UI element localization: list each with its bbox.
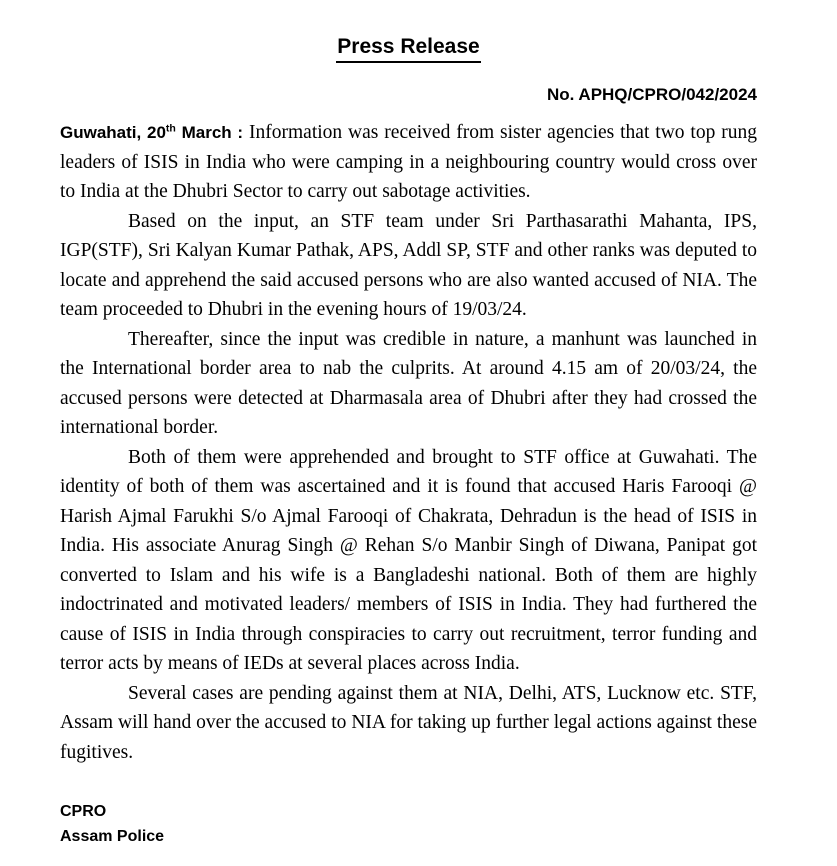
dateline-city-date: Guwahati, 20: [60, 123, 166, 142]
paragraph-stf-team: Based on the input, an STF team under Sri Parthasarathi Mahanta, IPS, IGP(STF), Sri Kalyan Kumar Pathak, APS, Addl SP, STF and other ranks was deputed to locate and apprehend the said accused persons who are also wanted accused of NIA. The team proceeded to Dhubri in the evening hours of 19/03/24.: [60, 210, 757, 320]
title-row: [60, 34, 757, 63]
document-body: [60, 118, 757, 767]
paragraph-apprehension: Both of them were apprehended and brought to STF office at Guwahati. The identity of both of them was ascertained and it is found that accused Haris Farooqi @ Harish Ajmal Farukhi S/o Ajmal Farooqi of Chakrata, Dehradun is the head of ISIS in India. His associate Anurag Singh @ Rehan S/o Manbir Singh of Diwana, Panipat got converted to Islam and his wife is a Bangladeshi national. Both of them are highly indoctrinated and motivated leaders/ members of ISIS in India. They had furthered the cause of ISIS in India through conspiracies to carry out recruitment, terror funding and terror acts by means of IEDs at several places across India.: [60, 446, 757, 674]
signature-organization: Assam Police: [60, 828, 165, 845]
paragraph-pending-cases: Several cases are pending against them at NIA, Delhi, ATS, Lucknow etc. STF, Assam will hand over the accused to NIA for taking up further legal actions against these fugitives.: [60, 682, 757, 763]
paragraph-intro-text: Information was received from sister agencies that two top rung leaders of ISIS in India who were camping in a neighbouring country would cross over to India at the Dhubri Sector to carry out sabotage activities.: [60, 122, 758, 202]
signature-designation: CPRO: [60, 803, 107, 820]
document-title: Press Release: [336, 34, 480, 63]
dateline-ordinal-suffix: th: [165, 122, 176, 135]
dateline-month-colon: March :: [175, 123, 244, 142]
signature-block: [60, 799, 757, 849]
paragraph-intro: [60, 118, 757, 207]
dateline: [60, 123, 243, 142]
reference-number: No. APHQ/CPRO/042/2024: [546, 85, 757, 104]
paragraph-manhunt: Thereafter, since the input was credible in nature, a manhunt was launched in the International border area to nab the culprits. At around 4.15 am of 20/03/24, the accused persons were detected at Dharmasala area of Dhubri after they had crossed the international border.: [60, 328, 757, 438]
